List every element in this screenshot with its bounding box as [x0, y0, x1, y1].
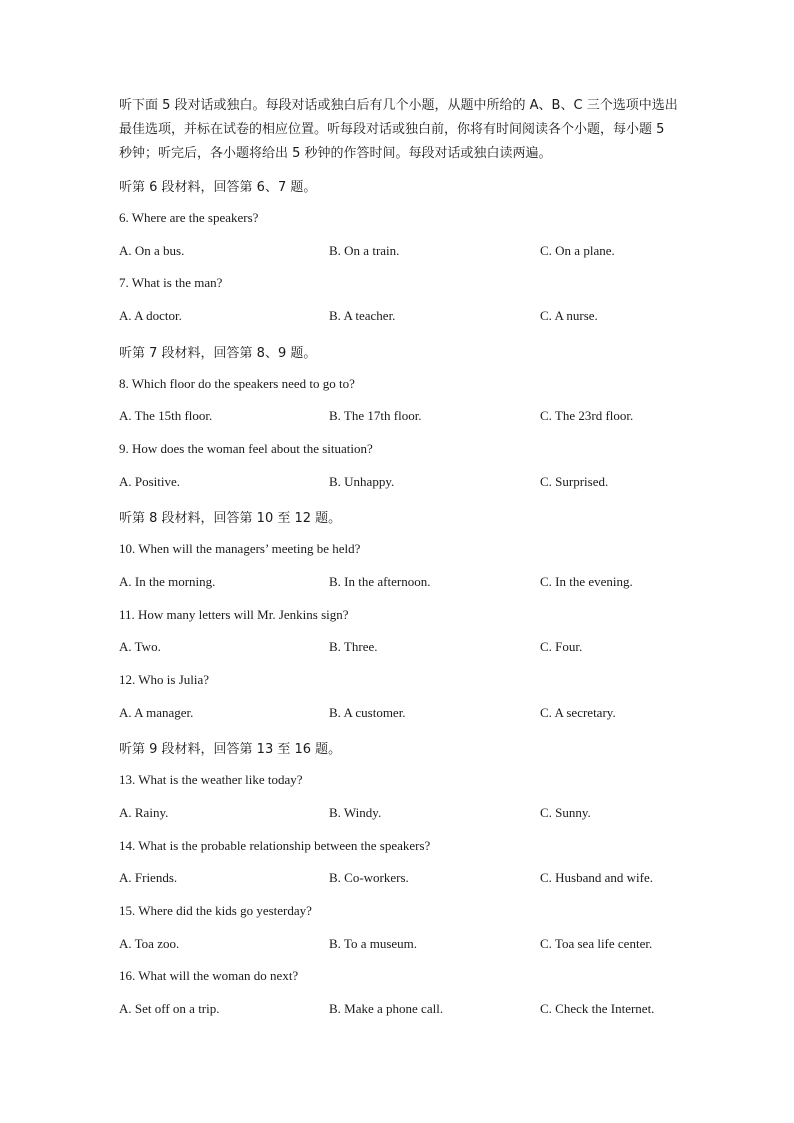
section-heading: 听第 8 段材料，回答第 10 至 12 题。	[119, 511, 342, 526]
option-c: C. The 23rd floor.	[540, 408, 634, 423]
option-b: B. Co-workers.	[329, 870, 409, 885]
question-text: 12. Who is Julia?	[119, 672, 210, 687]
instructions-paragraph: 听下面 5 段对话或独白。每段对话或独白后有几个小题，从题中所给的 A、B、C 三个选项中选出最佳选项，并标在试卷的相应位置。听每段对话或独白前，你将有时间阅读各个小题，每小题 5 秒钟；听完后，各小题将给出 5 秒钟的作答时间。每段对话或独白读两遍。	[119, 98, 678, 161]
option-c: C. Husband and wife.	[540, 870, 654, 885]
option-a: A. Positive.	[119, 474, 181, 489]
question-text: 9. How does the woman feel about the situation?	[119, 441, 373, 456]
option-a: A. Rainy.	[119, 805, 169, 820]
option-b: B. A teacher.	[329, 308, 396, 323]
option-b: B. On a train.	[329, 243, 400, 258]
question-text: 11. How many letters will Mr. Jenkins sign?	[119, 607, 349, 622]
option-b: B. To a museum.	[329, 936, 418, 951]
option-c: C. Sunny.	[540, 805, 591, 820]
option-a: A. Friends.	[119, 870, 178, 885]
question-text: 16. What will the woman do next?	[119, 968, 299, 983]
option-a: A. Set off on a trip.	[119, 1001, 220, 1016]
question-text: 8. Which floor do the speakers need to go to?	[119, 376, 355, 391]
option-a: A. A manager.	[119, 705, 194, 720]
section-heading: 听第 6 段材料，回答第 6、7 题。	[119, 180, 317, 195]
section-heading: 听第 7 段材料，回答第 8、9 题。	[119, 346, 317, 361]
option-c: C. Four.	[540, 639, 583, 654]
option-b: B. Make a phone call.	[329, 1001, 444, 1016]
question-text: 10. When will the managers’ meeting be held?	[119, 541, 361, 556]
question-text: 6. Where are the speakers?	[119, 210, 259, 225]
option-b: B. Three.	[329, 639, 378, 654]
option-a: A. A doctor.	[119, 308, 182, 323]
option-c: C. In the evening.	[540, 574, 633, 589]
option-a: A. In the morning.	[119, 574, 216, 589]
option-c: C. On a plane.	[540, 243, 615, 258]
option-b: B. The 17th floor.	[329, 408, 422, 423]
option-b: B. Windy.	[329, 805, 382, 820]
option-c: C. A secretary.	[540, 705, 616, 720]
section-heading: 听第 9 段材料，回答第 13 至 16 题。	[119, 742, 342, 757]
question-text: 13. What is the weather like today?	[119, 772, 303, 787]
option-c: C. Toa sea life center.	[540, 936, 653, 951]
option-b: B. Unhappy.	[329, 474, 395, 489]
option-a: A. The 15th floor.	[119, 408, 213, 423]
question-text: 15. Where did the kids go yesterday?	[119, 903, 312, 918]
option-c: C. Check the Internet.	[540, 1001, 655, 1016]
question-text: 7. What is the man?	[119, 275, 223, 290]
option-b: B. A customer.	[329, 705, 406, 720]
option-a: A. Toa zoo.	[119, 936, 180, 951]
option-b: B. In the afternoon.	[329, 574, 431, 589]
question-text: 14. What is the probable relationship between the speakers?	[119, 838, 431, 853]
option-c: C. Surprised.	[540, 474, 609, 489]
option-a: A. On a bus.	[119, 243, 185, 258]
option-a: A. Two.	[119, 639, 161, 654]
option-c: C. A nurse.	[540, 308, 598, 323]
